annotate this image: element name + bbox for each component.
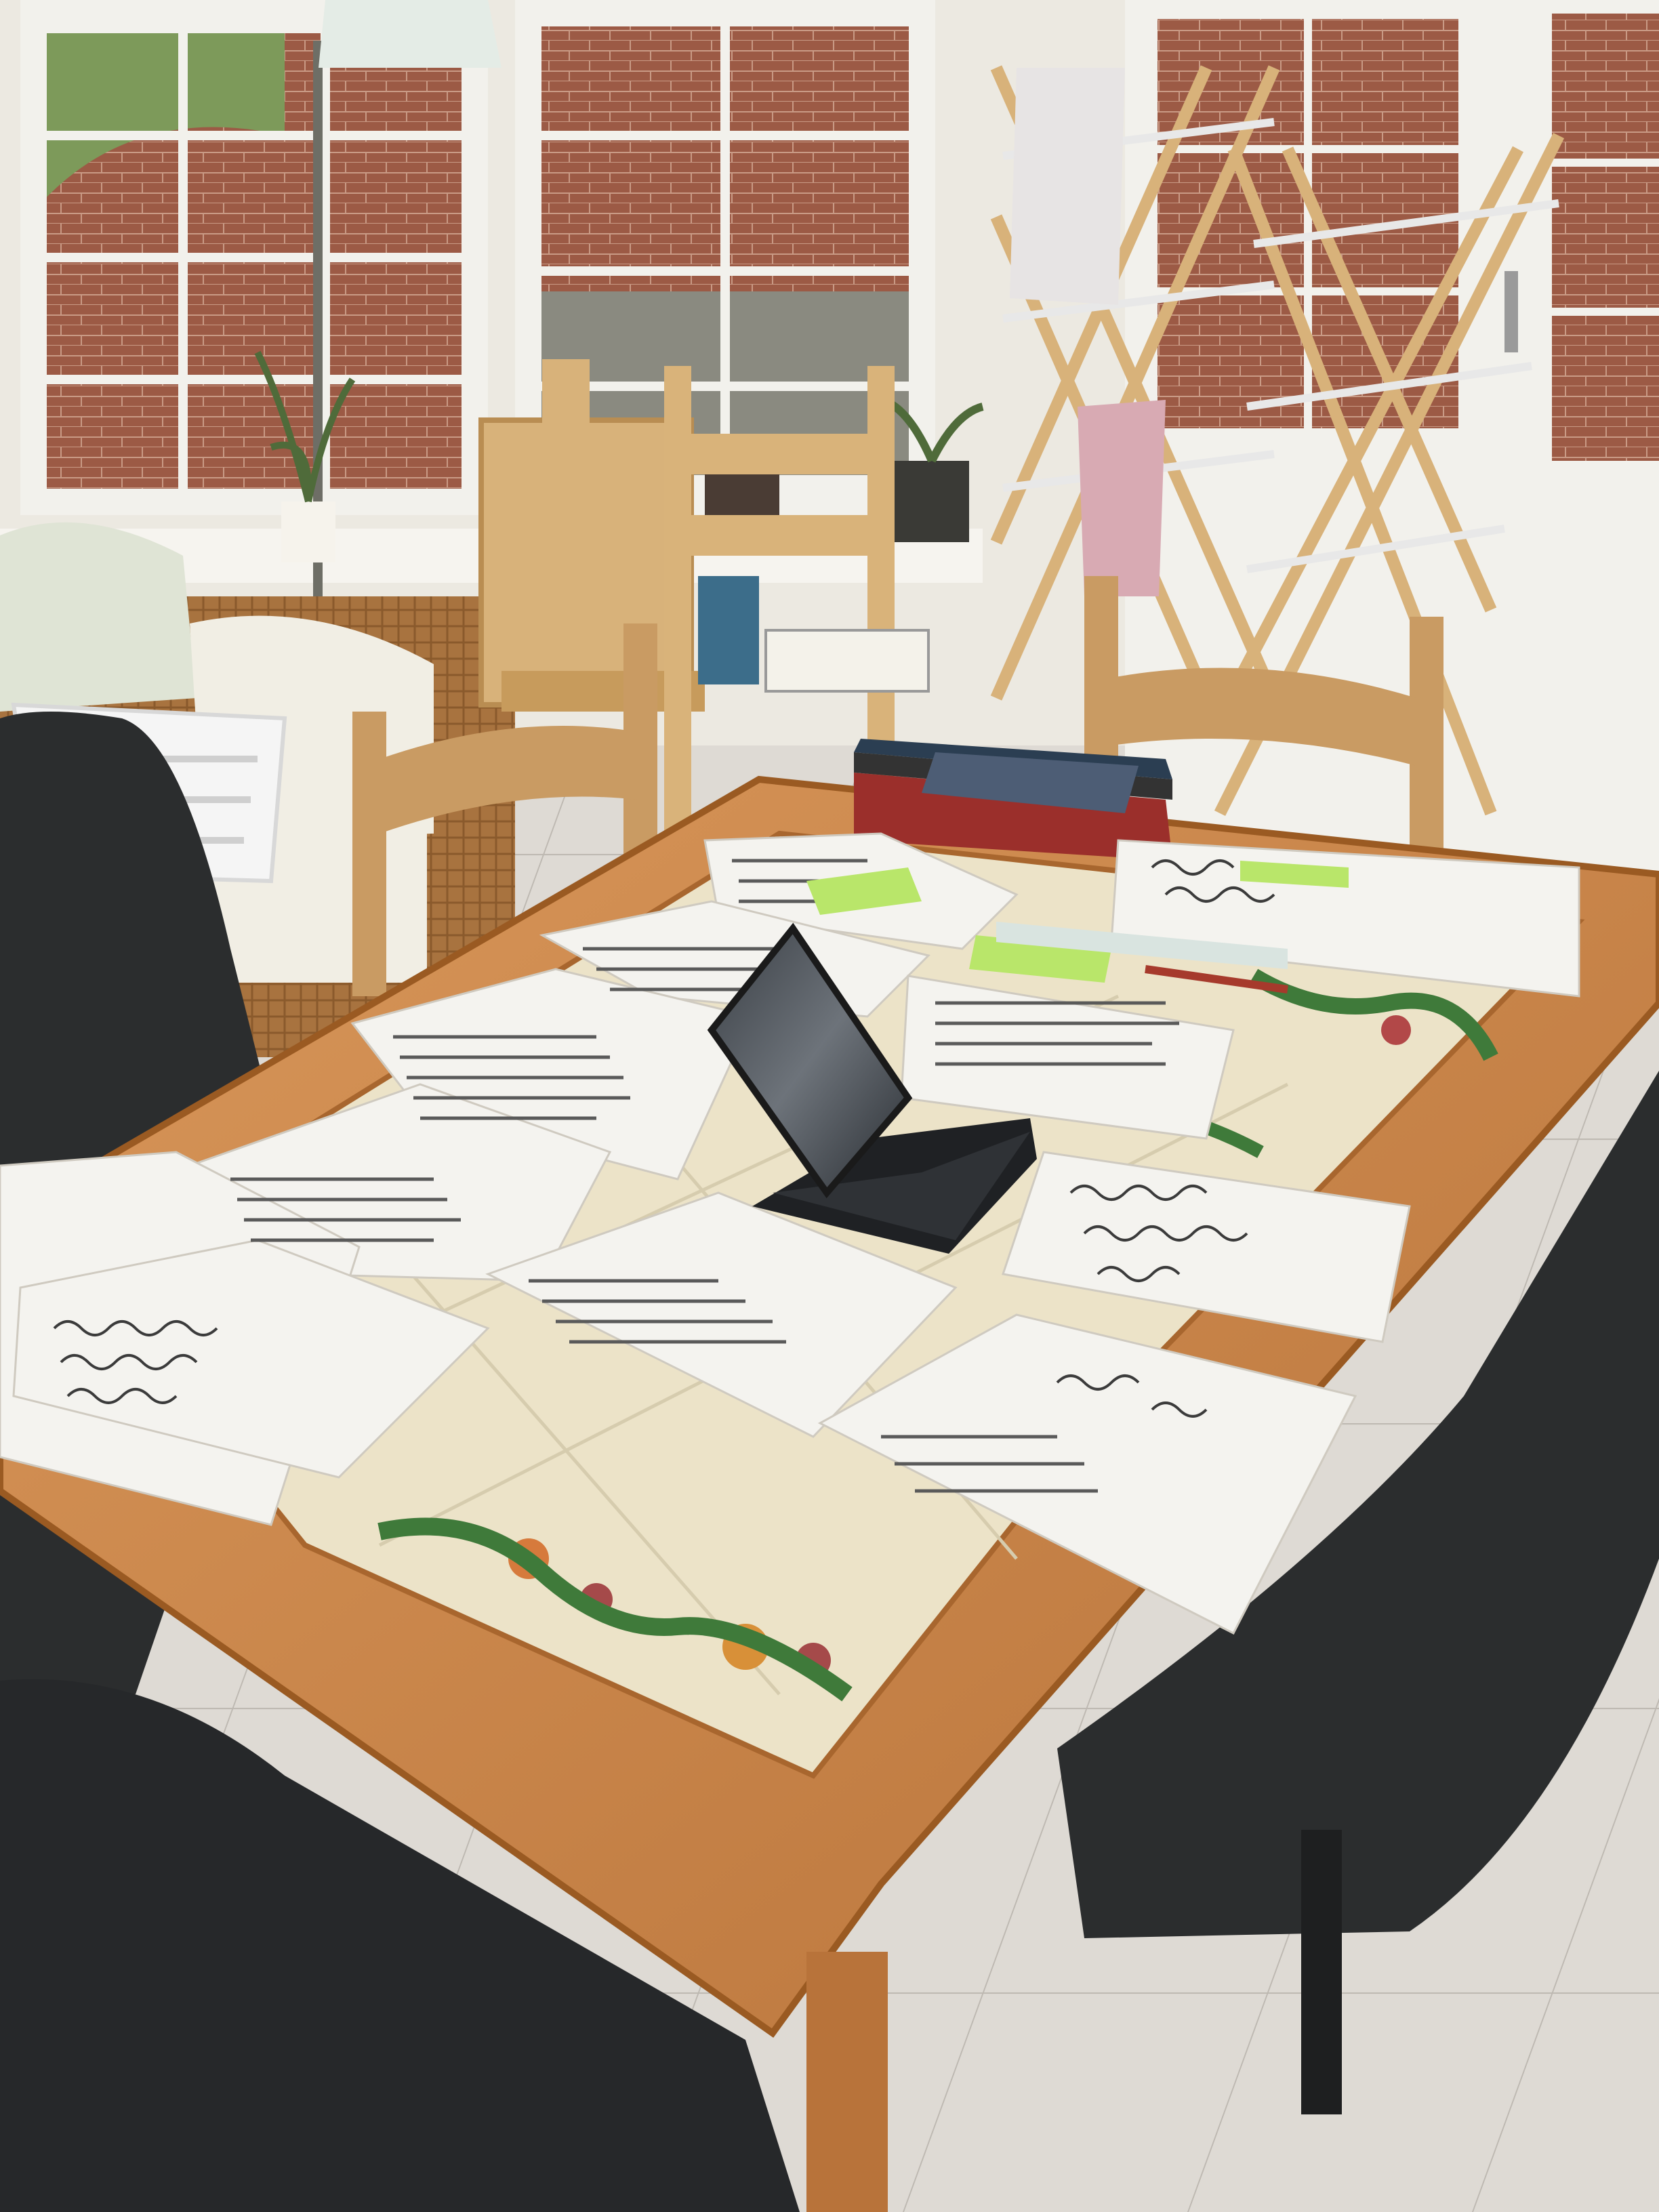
bay-window-left bbox=[20, 0, 488, 515]
dark-chair-right-leg bbox=[1301, 1830, 1342, 2114]
tea-towel bbox=[1010, 68, 1125, 305]
pink-cloth bbox=[1078, 400, 1166, 596]
